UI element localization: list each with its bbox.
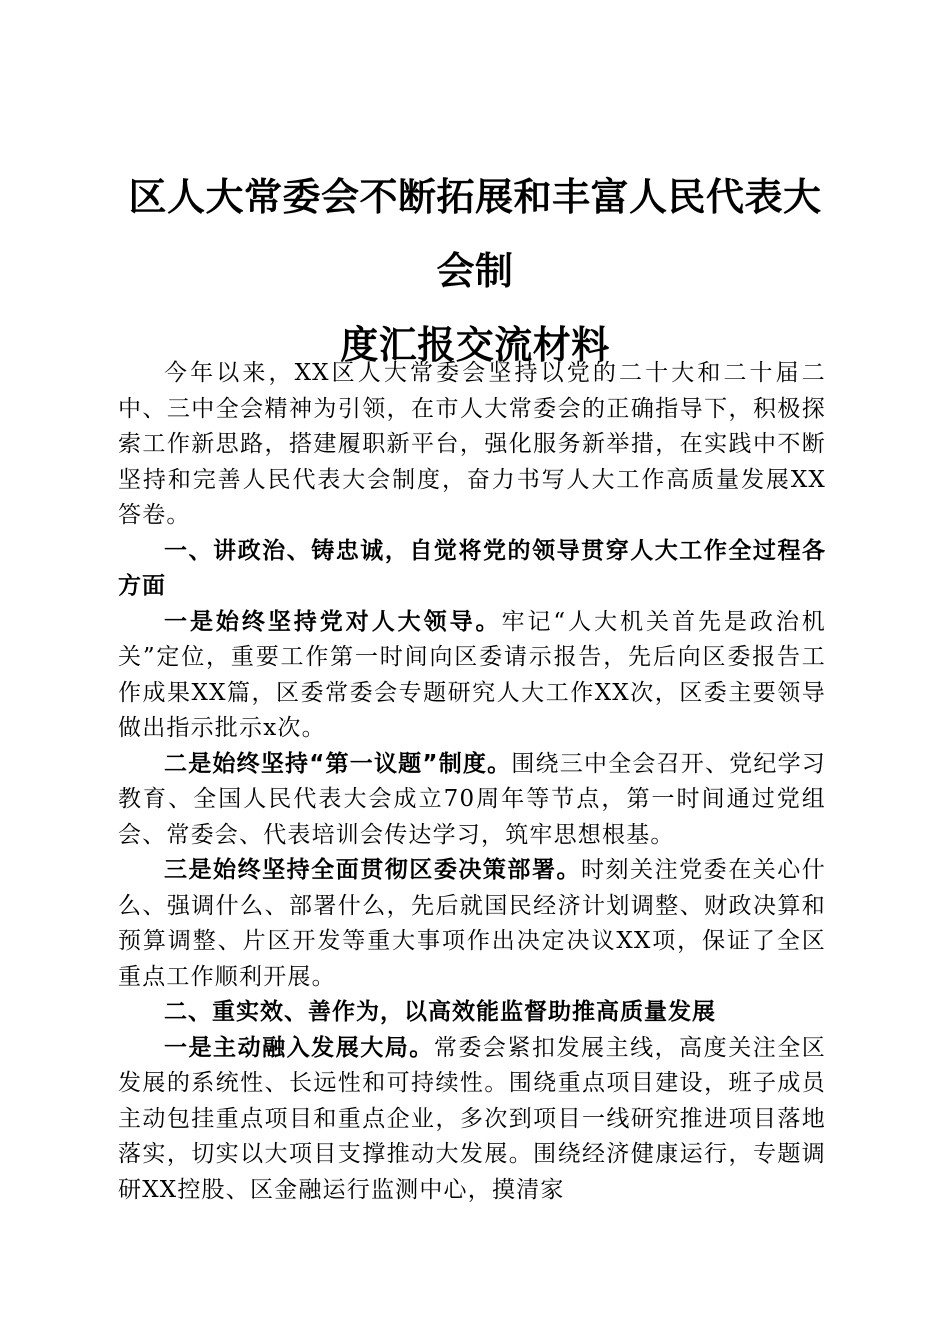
item-lead: 一是主动融入发展大局。 <box>164 1034 434 1061</box>
item-text: 围绕三中全会召开、党纪学习教育、全国人民代表大会成立70周年等节点，第一时间通过党组会、常委会、代表培训会传达学习，筑牢思想根基。 <box>118 750 826 848</box>
document-title <box>118 160 832 382</box>
item-text: 常委会紧扣发展主线，高度关注全区发展的系统性、长远性和可持续性。围绕重点项目建设，班子成员主动包挂重点项目和重点企业，多次到项目一线研究推进项目落地落实，切实以大项目支撑推动大发展。围绕经济健康运行，专题调研XX控股、区金融运行监测中心，摸清家 <box>118 1034 827 1203</box>
section2-item-1 <box>118 1031 826 1209</box>
intro-paragraph: 今年以来，XX区人大常委会坚持以党的二十大和二十届二中、三中全会精神为引领，在市人大常委会的正确指导下，积极探索工作新思路，搭建履职新平台，强化服务新举措，在实践中不断坚持和完善人民代表大会制度，奋力书写人大工作高质量发展XX答卷。 <box>118 360 826 528</box>
title-line-2: 度汇报交流材料 <box>340 322 610 367</box>
section-heading-2: 二、重实效、善作为，以高效能监督助推高质量发展 <box>164 999 716 1025</box>
title-line-1: 区人大常委会不断拓展和丰富人民代表大会制 <box>128 174 822 293</box>
item-lead: 一是始终坚持党对人大领导。 <box>164 608 502 635</box>
section1-item-2 <box>118 747 826 854</box>
item-lead: 三是始终坚持全面贯彻区委决策部署。 <box>164 857 582 883</box>
section1-item-1 <box>118 605 826 747</box>
item-text: 时刻关注党委在关心什么、强调什么、部署什么，先后就国民经济计划调整、财政决算和预算调整、片区开发等重大事项作出决定决议XX项，保证了全区重点工作顺利开展。 <box>118 857 827 990</box>
item-lead: 二是始终坚持“第一议题”制度。 <box>164 750 512 777</box>
section-heading-1: 一、讲政治、铸忠诚，自觉将党的领导贯穿人大工作全过程各方面 <box>118 537 826 599</box>
section1-item-3 <box>118 853 826 995</box>
item-text: 牢记“人大机关首先是政治机关”定位，重要工作第一时间向区委请示报告，先后向区委报告工作成果XX篇，区委常委会专题研究人大工作XX次，区委主要领导做出指示批示x次。 <box>118 608 826 741</box>
document-body <box>118 356 826 1208</box>
